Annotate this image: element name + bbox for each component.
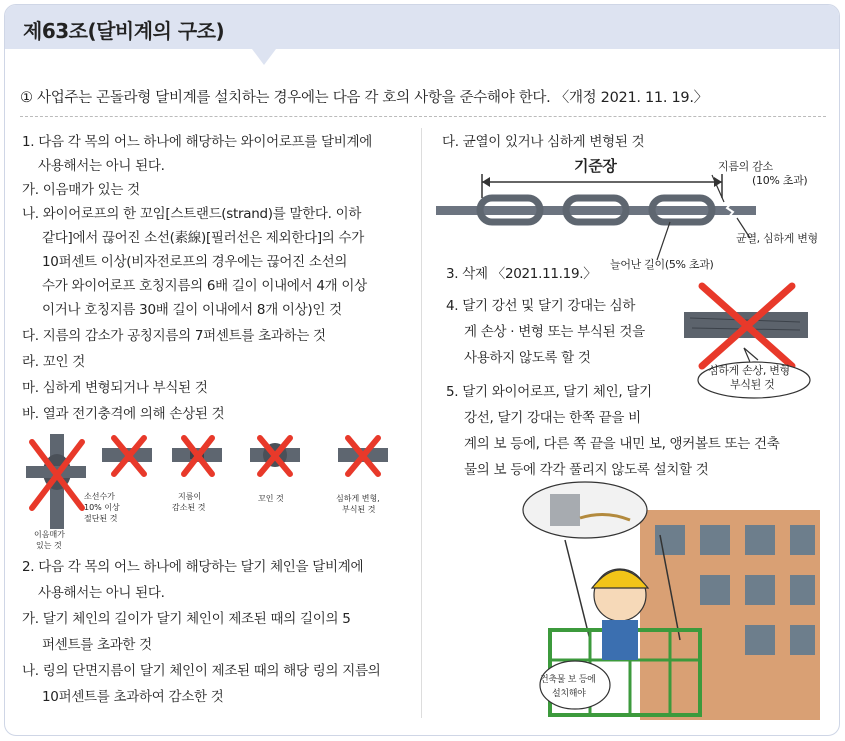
chain-crack-label: 균열, 심하게 변형 — [736, 232, 818, 245]
item-1-na-line-5: 이거나 호칭지름 30배 길이 이내에서 8개 이상)인 것 — [42, 302, 342, 318]
item-5-line-2: 강선, 달기 강대는 한쪽 끝을 비 — [464, 410, 641, 426]
rope-broken-wire-icon — [102, 438, 152, 474]
chain-links — [436, 198, 756, 222]
item-2-ga-line-1: 가. 달기 체인의 길이가 달기 체인이 제조된 때의 길이의 5 — [22, 611, 351, 627]
item-2-line-2: 사용해서는 아니 된다. — [38, 585, 165, 601]
joint-label-2: 있는 것 — [36, 541, 62, 550]
article-header — [5, 5, 839, 49]
item-1-na-line-4: 수가 와이어로프 호칭지름의 6배 길이 이내에서 4개 이상 — [42, 278, 367, 294]
joint-label-1: 이음매가 — [34, 530, 65, 539]
kink-label: 꼬인 것 — [258, 494, 284, 503]
rope-kink-icon — [250, 438, 300, 474]
item-2-na-line-2: 10퍼센트를 초과하여 감소한 것 — [42, 689, 224, 705]
item-2-da: 다. 균열이 있거나 심하게 변형된 것 — [442, 134, 645, 150]
band-bubble-line-1: 심하게 손상, 변형 — [708, 364, 790, 377]
item-5-line-3: 계의 보 등에, 다른 쪽 끝을 내민 보, 앵커볼트 또는 건축 — [464, 436, 780, 452]
item-1-na-line-1: 나. 와이어로프의 한 꼬임[스트랜드(strand)를 말한다. 이하 — [22, 206, 362, 222]
deform-label-1: 심하게 변형, — [336, 494, 380, 503]
worker-bubble-line-1: 건축물 보 등에 — [540, 675, 596, 685]
building — [640, 510, 820, 720]
item-3: 3. 삭제 〈2021.11.19.〉 — [446, 266, 597, 282]
item-1-na-line-2: 같다]에서 끊어진 소선(素線)[필러선은 제외한다]의 수가 — [42, 230, 365, 246]
item-1-na-line-3: 10퍼센트 이상(비자전로프의 경우에는 끊어진 소선의 — [42, 254, 348, 270]
item-4-line-2: 게 손상 · 변형 또는 부식된 것을 — [464, 324, 645, 340]
deform-label-2: 부식된 것 — [342, 505, 376, 514]
band-bubble-line-2: 부식된 것 — [730, 378, 775, 391]
chain-diam-label-1: 지름의 감소 — [718, 160, 773, 173]
item-4-line-1: 4. 달기 강선 및 달기 강대는 심하 — [446, 298, 636, 314]
item-5-line-1: 5. 달기 와이어로프, 달기 체인, 달기 — [446, 384, 652, 400]
wire-label-3: 절단된 것 — [84, 514, 118, 523]
diam-label-2: 감소된 것 — [172, 503, 206, 512]
chain-stretch-label: 늘어난 길이(5% 초과) — [610, 258, 714, 271]
item-2-na-line-1: 나. 링의 단면지름이 달기 체인이 제조된 때의 해당 링의 지름의 — [22, 663, 381, 679]
rope-joint-icon — [26, 434, 86, 529]
intro-paragraph: ① 사업주는 곤돌라형 달비계를 설치하는 경우에는 다음 각 호의 사항을 준수해야 한다. 〈개정 2021. 11. 19.〉 — [20, 90, 708, 106]
column-divider — [421, 128, 422, 718]
chain-pointers — [657, 175, 750, 260]
item-4-line-3: 사용하지 않도록 할 것 — [464, 350, 591, 366]
dashed-divider — [20, 116, 826, 117]
article-title: 제63조(달비계의 구조) — [23, 19, 225, 43]
worker — [592, 569, 648, 660]
item-2-line-1: 2. 다음 각 목의 어느 하나에 해당하는 달기 체인을 달비계에 — [22, 559, 364, 575]
rope-deformed-icon — [338, 438, 388, 474]
item-1-ga: 가. 이음매가 있는 것 — [22, 182, 140, 198]
standard-length-label: 기준장 — [574, 157, 617, 175]
worker-bubble-line-2: 설치해야 — [552, 689, 586, 699]
rope-diameter-icon — [172, 438, 222, 474]
item-1-da: 다. 지름의 감소가 공칭지름의 7퍼센트를 초과하는 것 — [22, 328, 326, 344]
item-1-line-2: 사용해서는 아니 된다. — [38, 158, 165, 174]
diam-label-1: 지름이 — [178, 492, 202, 501]
wire-label-1: 소선수가 — [84, 492, 115, 501]
standard-length-arrow — [482, 174, 722, 198]
rope-defect-illustrations — [20, 428, 415, 543]
wire-label-2: 10% 이상 — [84, 503, 120, 512]
item-2-ga-line-2: 퍼센트를 초과한 것 — [42, 637, 152, 653]
item-1-ma: 마. 심하게 변형되거나 부식된 것 — [22, 380, 208, 396]
item-1-ra: 라. 꼬인 것 — [22, 354, 85, 370]
item-1-line-1: 1. 다음 각 목의 어느 하나에 해당하는 와이어로프를 달비계에 — [22, 134, 372, 150]
header-pointer — [252, 49, 276, 65]
chain-diam-label-2: (10% 초과) — [752, 174, 808, 187]
item-1-ba: 바. 열과 전기충격에 의해 손상된 것 — [22, 406, 225, 422]
beam-callout — [523, 482, 647, 538]
item-5-line-4: 물의 보 등에 각각 풀리지 않도록 설치할 것 — [464, 462, 709, 478]
